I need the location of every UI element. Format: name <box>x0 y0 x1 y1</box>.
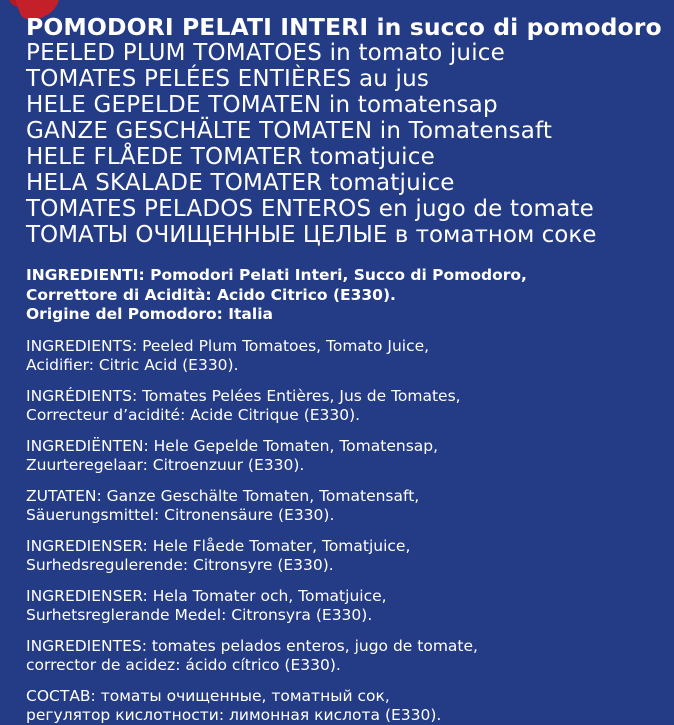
ingredients-line: INGREDIENSER: Hele Flåede Tomater, Tomatjuice, <box>26 536 411 555</box>
ingredients-block-es <box>26 637 648 675</box>
product-title-fr-tail: au jus <box>358 66 430 92</box>
ingredients-line: INGRÉDIENTS: Tomates Pelées Entières, Jus de Tomates, <box>26 386 461 405</box>
product-title-nl <box>26 92 648 118</box>
product-title-es-tail: en jugo de tomate <box>378 196 594 222</box>
product-title-fr <box>26 66 648 92</box>
product-title-it-tail: in succo di pomodoro <box>376 13 662 41</box>
ingredients-line: INGREDIENTI: Pomodori Pelati Interi, Succo di Pomodoro, <box>26 266 527 284</box>
ingredients-line: INGREDIËNTEN: Hele Gepelde Tomaten, Tomatensap, <box>26 436 439 455</box>
ingredients-line: corrector de acidez: ácido cítrico (E330). <box>26 655 341 674</box>
product-title-it-lead: POMODORI PELATI INTERI <box>26 13 369 41</box>
product-title-ru-lead: ТОМАТЫ ОЧИЩЕННЫЕ ЦЕЛЫЕ <box>26 222 388 248</box>
ingredients-line: ZUTATEN: Ganze Geschälte Tomaten, Tomatensaft, <box>26 486 420 505</box>
product-title-list <box>26 0 662 248</box>
product-title-es-lead: TOMATES PELADOS ENTEROS <box>26 196 372 222</box>
ingredients-line: Surhetsreglerande Medel: Citronsyra (E330). <box>26 605 373 624</box>
ingredients-line: INGREDIENTS: Peeled Plum Tomatoes, Tomato Juice, <box>26 336 430 355</box>
ingredients-block-de <box>26 487 648 525</box>
ingredients-line: INGREDIENTES: tomates pelados enteros, jugo de tomate, <box>26 636 478 655</box>
ingredients-line: Surhedsregulerende: Citronsyre (E330). <box>26 555 334 574</box>
product-title-nl-lead: HELE GEPELDE TOMATEN <box>26 92 322 118</box>
ingredients-line: регулятор кислотности: лимонная кислота (E330). <box>26 705 442 724</box>
ingredients-block-da <box>26 537 648 575</box>
product-title-en-lead: PEELED PLUM TOMATOES <box>26 40 323 66</box>
product-title-de-tail: in Tomatensaft <box>379 118 553 144</box>
ingredients-line: INGREDIENSER: Hela Tomater och, Tomatjuice, <box>26 586 387 605</box>
product-title-ru-tail: в томатном соке <box>394 222 597 248</box>
product-title-de-lead: GANZE GESCHÄLTE TOMATEN <box>26 118 373 144</box>
ingredients-line: Correcteur d’acidité: Acide Citrique (E330). <box>26 405 361 424</box>
product-title-nl-tail: in tomatensap <box>328 92 498 118</box>
product-title-de <box>26 118 648 144</box>
product-title-sv <box>26 170 648 196</box>
ingredients-block-nl <box>26 437 648 475</box>
product-title-fr-lead: TOMATES PELÉES ENTIÈRES <box>26 66 352 92</box>
product-title-sv-lead: HELA SKALADE TOMATER <box>26 170 323 196</box>
ingredients-block-sv <box>26 587 648 625</box>
ingredients-line: Zuurteregelaar: Citroenzuur (E330). <box>26 455 305 474</box>
product-title-da-tail: tomatjuice <box>310 144 435 170</box>
product-title-sv-tail: tomatjuice <box>329 170 455 196</box>
ingredients-line: Correttore di Acidità: Acido Citrico (E330). <box>26 285 396 304</box>
ingredients-block-it <box>26 266 648 325</box>
product-title-da-lead: HELE FLÅEDE TOMATER <box>26 144 303 170</box>
product-title-en <box>26 40 648 66</box>
ingredients-origin-line: Origine del Pomodoro: Italia <box>26 305 273 323</box>
ingredients-line: Acidifier: Citric Acid (E330). <box>26 355 239 374</box>
product-title-it <box>26 13 662 41</box>
product-title-ru <box>26 222 648 248</box>
product-title-en-tail: in tomato juice <box>329 40 505 66</box>
product-title-es <box>26 196 648 222</box>
ingredients-list <box>26 266 648 725</box>
ingredients-block-fr <box>26 387 648 425</box>
ingredients-line: СОСТАВ: томаты очищенные, томатный сок, <box>26 686 390 705</box>
ingredients-line: Säuerungsmittel: Citronensäure (E330). <box>26 505 335 524</box>
ingredients-block-ru <box>26 687 648 725</box>
product-title-da <box>26 144 648 170</box>
ingredients-block-en <box>26 337 648 375</box>
